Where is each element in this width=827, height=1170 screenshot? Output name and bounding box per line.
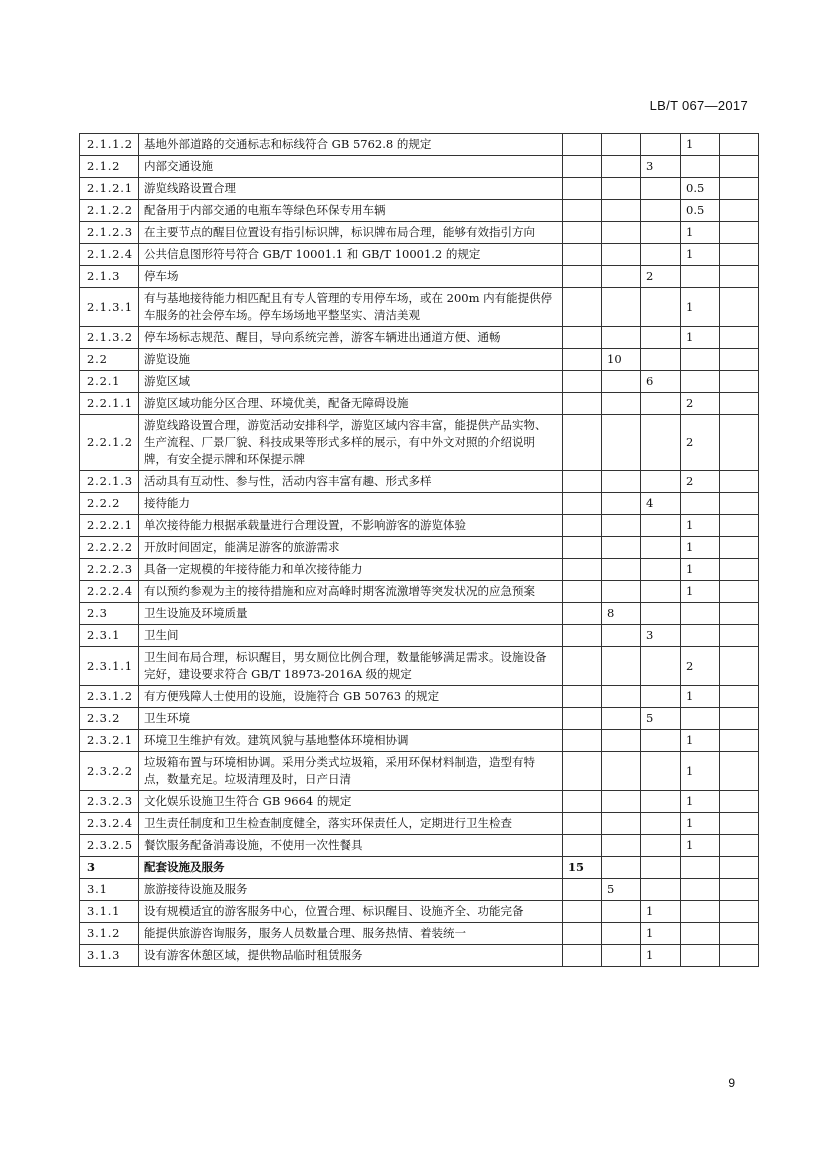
score-col-4-cell	[681, 945, 720, 967]
score-col-1-cell	[563, 537, 602, 559]
score-col-2-cell	[602, 222, 641, 244]
score-col-2-cell	[602, 752, 641, 791]
score-col-4-cell: 1	[681, 581, 720, 603]
score-col-5-cell	[720, 327, 759, 349]
score-col-1-cell	[563, 708, 602, 730]
score-col-2-cell	[602, 288, 641, 327]
score-col-4-cell: 2	[681, 393, 720, 415]
score-col-2-cell	[602, 835, 641, 857]
item-description-cell: 餐饮服务配备消毒设施，不使用一次性餐具	[139, 835, 563, 857]
score-col-3-cell	[641, 813, 681, 835]
score-col-2-cell	[602, 923, 641, 945]
item-code-cell: 2.3.2	[80, 708, 139, 730]
score-col-2-cell	[602, 200, 641, 222]
score-col-1-cell	[563, 327, 602, 349]
item-description-cell: 卫生间	[139, 625, 563, 647]
score-col-2-cell	[602, 901, 641, 923]
score-col-5-cell	[720, 200, 759, 222]
score-col-3-cell: 1	[641, 923, 681, 945]
item-description-cell: 停车场标志规范、醒目，导向系统完善，游客车辆进出通道方便、通畅	[139, 327, 563, 349]
scoring-table-body	[80, 134, 759, 967]
score-col-2-cell	[602, 537, 641, 559]
score-col-4-cell: 1	[681, 327, 720, 349]
item-code-cell: 2.1.2.4	[80, 244, 139, 266]
score-col-4-cell	[681, 923, 720, 945]
score-col-2-cell	[602, 156, 641, 178]
table-row	[80, 923, 759, 945]
score-col-4-cell	[681, 625, 720, 647]
score-col-3-cell	[641, 327, 681, 349]
score-col-2-cell	[602, 515, 641, 537]
score-col-3-cell: 1	[641, 945, 681, 967]
score-col-2-cell	[602, 730, 641, 752]
item-description-cell: 游览设施	[139, 349, 563, 371]
score-col-3-cell: 3	[641, 625, 681, 647]
score-col-5-cell	[720, 879, 759, 901]
score-col-2-cell	[602, 581, 641, 603]
item-description-cell: 游览线路设置合理，游览活动安排科学，游览区域内容丰富，能提供产品实物、生产流程、厂景厂貌、科技成果等形式多样的展示，有中外文对照的介绍说明牌，有安全提示牌和环保提示牌	[139, 415, 563, 471]
item-description-cell: 接待能力	[139, 493, 563, 515]
item-description-cell: 停车场	[139, 266, 563, 288]
item-description-cell: 具备一定规模的年接待能力和单次接待能力	[139, 559, 563, 581]
table-row	[80, 901, 759, 923]
item-code-cell: 2.1.2.2	[80, 200, 139, 222]
score-col-1-cell: 15	[563, 857, 602, 879]
score-col-4-cell: 2	[681, 415, 720, 471]
score-col-3-cell	[641, 244, 681, 266]
score-col-5-cell	[720, 901, 759, 923]
score-col-2-cell	[602, 708, 641, 730]
score-col-1-cell	[563, 945, 602, 967]
score-col-3-cell	[641, 879, 681, 901]
table-row	[80, 835, 759, 857]
score-col-4-cell: 1	[681, 244, 720, 266]
score-col-2-cell	[602, 266, 641, 288]
score-col-2-cell: 5	[602, 879, 641, 901]
item-code-cell: 2.3.1.2	[80, 686, 139, 708]
score-col-5-cell	[720, 730, 759, 752]
score-col-1-cell	[563, 371, 602, 393]
score-col-1-cell	[563, 134, 602, 156]
score-col-1-cell	[563, 178, 602, 200]
score-col-3-cell	[641, 581, 681, 603]
score-col-1-cell	[563, 200, 602, 222]
item-description-cell: 在主要节点的醒目位置设有指引标识牌，标识牌布局合理，能够有效指引方向	[139, 222, 563, 244]
score-col-3-cell	[641, 349, 681, 371]
score-col-3-cell	[641, 647, 681, 686]
item-description-cell: 卫生环境	[139, 708, 563, 730]
score-col-2-cell	[602, 647, 641, 686]
score-col-1-cell	[563, 901, 602, 923]
page-number: 9	[728, 1076, 735, 1090]
score-col-5-cell	[720, 178, 759, 200]
score-col-1-cell	[563, 156, 602, 178]
item-description-cell: 单次接待能力根据承载量进行合理设置，不影响游客的游览体验	[139, 515, 563, 537]
table-row	[80, 515, 759, 537]
table-row	[80, 288, 759, 327]
score-col-5-cell	[720, 415, 759, 471]
score-col-2-cell	[602, 686, 641, 708]
item-description-cell: 能提供旅游咨询服务，服务人员数量合理、服务热情、着装统一	[139, 923, 563, 945]
item-description-cell: 有方便残障人士使用的设施，设施符合 GB 50763 的规定	[139, 686, 563, 708]
score-col-5-cell	[720, 537, 759, 559]
score-col-1-cell	[563, 791, 602, 813]
score-col-4-cell	[681, 901, 720, 923]
score-col-4-cell: 2	[681, 471, 720, 493]
score-col-2-cell	[602, 857, 641, 879]
item-description-cell: 配套设施及服务	[139, 857, 563, 879]
score-col-3-cell	[641, 134, 681, 156]
item-description-cell: 卫生责任制度和卫生检查制度健全，落实环保责任人，定期进行卫生检查	[139, 813, 563, 835]
score-col-1-cell	[563, 923, 602, 945]
score-col-1-cell	[563, 266, 602, 288]
table-row	[80, 156, 759, 178]
score-col-2-cell	[602, 945, 641, 967]
score-col-3-cell: 2	[641, 266, 681, 288]
item-code-cell: 2.3.2.4	[80, 813, 139, 835]
table-row	[80, 327, 759, 349]
item-code-cell: 2.2.1.1	[80, 393, 139, 415]
score-col-3-cell	[641, 200, 681, 222]
table-row	[80, 200, 759, 222]
score-col-5-cell	[720, 923, 759, 945]
table-row	[80, 244, 759, 266]
score-col-3-cell	[641, 471, 681, 493]
score-col-2-cell	[602, 625, 641, 647]
table-row	[80, 537, 759, 559]
score-col-2-cell	[602, 559, 641, 581]
score-col-4-cell	[681, 879, 720, 901]
score-col-3-cell: 3	[641, 156, 681, 178]
score-col-1-cell	[563, 686, 602, 708]
item-description-cell: 设有规模适宜的游客服务中心，位置合理、标识醒目、设施齐全、功能完备	[139, 901, 563, 923]
score-col-4-cell: 0.5	[681, 200, 720, 222]
item-code-cell: 2.3.1	[80, 625, 139, 647]
item-description-cell: 旅游接待设施及服务	[139, 879, 563, 901]
table-row	[80, 178, 759, 200]
score-col-1-cell	[563, 879, 602, 901]
item-code-cell: 2.1.3	[80, 266, 139, 288]
score-col-5-cell	[720, 625, 759, 647]
score-col-4-cell: 1	[681, 791, 720, 813]
table-row	[80, 857, 759, 879]
item-description-cell: 游览区域功能分区合理、环境优美，配备无障碍设施	[139, 393, 563, 415]
score-col-3-cell	[641, 537, 681, 559]
score-col-2-cell: 8	[602, 603, 641, 625]
item-code-cell: 2.2.2.4	[80, 581, 139, 603]
score-col-1-cell	[563, 222, 602, 244]
table-row	[80, 471, 759, 493]
table-row	[80, 625, 759, 647]
score-col-4-cell: 1	[681, 134, 720, 156]
score-col-3-cell	[641, 857, 681, 879]
table-row	[80, 493, 759, 515]
score-col-4-cell: 0.5	[681, 178, 720, 200]
score-col-3-cell	[641, 752, 681, 791]
score-col-4-cell: 1	[681, 288, 720, 327]
score-col-4-cell	[681, 266, 720, 288]
score-col-5-cell	[720, 708, 759, 730]
item-code-cell: 2.2.1.3	[80, 471, 139, 493]
score-col-3-cell	[641, 559, 681, 581]
score-col-5-cell	[720, 244, 759, 266]
score-col-3-cell	[641, 178, 681, 200]
scoring-table	[79, 133, 759, 967]
score-col-5-cell	[720, 791, 759, 813]
item-description-cell: 内部交通设施	[139, 156, 563, 178]
table-row	[80, 879, 759, 901]
item-description-cell: 文化娱乐设施卫生符合 GB 9664 的规定	[139, 791, 563, 813]
item-code-cell: 2.3.2.5	[80, 835, 139, 857]
score-col-3-cell	[641, 603, 681, 625]
score-col-4-cell: 1	[681, 752, 720, 791]
item-description-cell: 有与基地接待能力相匹配且有专人管理的专用停车场，或在 200m 内有能提供停车服务的社会停车场。停车场场地平整坚实、清洁美观	[139, 288, 563, 327]
score-col-5-cell	[720, 493, 759, 515]
score-col-2-cell	[602, 393, 641, 415]
item-description-cell: 公共信息图形符号符合 GB/T 10001.1 和 GB/T 10001.2 的规定	[139, 244, 563, 266]
score-col-5-cell	[720, 515, 759, 537]
score-col-5-cell	[720, 471, 759, 493]
item-code-cell: 2.2.2.2	[80, 537, 139, 559]
score-col-4-cell	[681, 349, 720, 371]
item-code-cell: 2.2.1.2	[80, 415, 139, 471]
item-code-cell: 2.1.2.3	[80, 222, 139, 244]
table-row	[80, 222, 759, 244]
table-row	[80, 349, 759, 371]
score-col-5-cell	[720, 752, 759, 791]
score-col-5-cell	[720, 647, 759, 686]
score-col-1-cell	[563, 581, 602, 603]
score-col-2-cell	[602, 493, 641, 515]
score-col-5-cell	[720, 945, 759, 967]
table-row	[80, 393, 759, 415]
score-col-5-cell	[720, 393, 759, 415]
score-col-5-cell	[720, 559, 759, 581]
score-col-1-cell	[563, 625, 602, 647]
score-col-1-cell	[563, 835, 602, 857]
item-code-cell: 3.1.1	[80, 901, 139, 923]
score-col-5-cell	[720, 857, 759, 879]
score-col-1-cell	[563, 813, 602, 835]
score-col-3-cell	[641, 791, 681, 813]
item-description-cell: 有以预约参观为主的接待措施和应对高峰时期客流激增等突发状况的应急预案	[139, 581, 563, 603]
item-code-cell: 2.2.1	[80, 371, 139, 393]
table-row	[80, 686, 759, 708]
score-col-3-cell: 5	[641, 708, 681, 730]
score-col-1-cell	[563, 244, 602, 266]
score-col-4-cell	[681, 603, 720, 625]
score-col-4-cell: 1	[681, 537, 720, 559]
score-col-2-cell	[602, 813, 641, 835]
item-code-cell: 2.2.2	[80, 493, 139, 515]
score-col-4-cell	[681, 493, 720, 515]
score-col-2-cell	[602, 327, 641, 349]
score-col-1-cell	[563, 349, 602, 371]
table-row	[80, 603, 759, 625]
score-col-3-cell	[641, 288, 681, 327]
score-col-2-cell	[602, 178, 641, 200]
table-row	[80, 945, 759, 967]
item-description-cell: 卫生间布局合理，标识醒目，男女厕位比例合理，数量能够满足需求。设施设备完好，建设要求符合 GB/T 18973-2016A 级的规定	[139, 647, 563, 686]
table-row	[80, 647, 759, 686]
score-col-1-cell	[563, 393, 602, 415]
score-col-5-cell	[720, 349, 759, 371]
score-col-1-cell	[563, 752, 602, 791]
table-row	[80, 134, 759, 156]
score-col-4-cell	[681, 708, 720, 730]
score-col-3-cell	[641, 730, 681, 752]
score-col-1-cell	[563, 415, 602, 471]
score-col-3-cell: 4	[641, 493, 681, 515]
item-code-cell: 2.2.2.3	[80, 559, 139, 581]
table-row	[80, 581, 759, 603]
score-col-1-cell	[563, 647, 602, 686]
score-col-4-cell: 1	[681, 835, 720, 857]
score-col-4-cell: 1	[681, 813, 720, 835]
item-code-cell: 2.2.2.1	[80, 515, 139, 537]
score-col-1-cell	[563, 603, 602, 625]
score-col-3-cell: 1	[641, 901, 681, 923]
item-code-cell: 2.3.2.1	[80, 730, 139, 752]
score-col-4-cell: 1	[681, 559, 720, 581]
item-code-cell: 2.1.3.1	[80, 288, 139, 327]
item-code-cell: 2.3.2.3	[80, 791, 139, 813]
item-code-cell: 2.1.3.2	[80, 327, 139, 349]
item-description-cell: 设有游客休憩区域，提供物品临时租赁服务	[139, 945, 563, 967]
score-col-5-cell	[720, 603, 759, 625]
score-col-1-cell	[563, 559, 602, 581]
score-col-2-cell	[602, 791, 641, 813]
item-code-cell: 2.3.1.1	[80, 647, 139, 686]
score-col-1-cell	[563, 493, 602, 515]
score-col-4-cell	[681, 371, 720, 393]
item-description-cell: 游览区域	[139, 371, 563, 393]
item-code-cell: 2.1.2	[80, 156, 139, 178]
score-col-5-cell	[720, 288, 759, 327]
item-description-cell: 配备用于内部交通的电瓶车等绿色环保专用车辆	[139, 200, 563, 222]
score-col-3-cell: 6	[641, 371, 681, 393]
item-description-cell: 基地外部道路的交通标志和标线符合 GB 5762.8 的规定	[139, 134, 563, 156]
score-col-5-cell	[720, 134, 759, 156]
item-code-cell: 3.1	[80, 879, 139, 901]
item-description-cell: 卫生设施及环境质量	[139, 603, 563, 625]
score-col-4-cell	[681, 156, 720, 178]
score-col-5-cell	[720, 156, 759, 178]
item-code-cell: 2.3	[80, 603, 139, 625]
score-col-2-cell	[602, 371, 641, 393]
item-description-cell: 垃圾箱布置与环境相协调。采用分类式垃圾箱，采用环保材料制造，造型有特点，数量充足。垃圾清理及时，日产日清	[139, 752, 563, 791]
score-col-2-cell	[602, 415, 641, 471]
score-col-4-cell	[681, 857, 720, 879]
score-col-5-cell	[720, 835, 759, 857]
score-col-1-cell	[563, 515, 602, 537]
item-code-cell: 2.1.2.1	[80, 178, 139, 200]
table-row	[80, 266, 759, 288]
score-col-3-cell	[641, 686, 681, 708]
item-code-cell: 2.3.2.2	[80, 752, 139, 791]
item-code-cell: 3.1.3	[80, 945, 139, 967]
score-col-5-cell	[720, 813, 759, 835]
table-row	[80, 791, 759, 813]
score-col-4-cell: 2	[681, 647, 720, 686]
item-code-cell: 3	[80, 857, 139, 879]
score-col-2-cell: 10	[602, 349, 641, 371]
score-col-1-cell	[563, 730, 602, 752]
score-col-5-cell	[720, 266, 759, 288]
table-row	[80, 559, 759, 581]
score-col-5-cell	[720, 222, 759, 244]
item-code-cell: 2.2	[80, 349, 139, 371]
item-description-cell: 活动具有互动性、参与性，活动内容丰富有趣、形式多样	[139, 471, 563, 493]
item-description-cell: 游览线路设置合理	[139, 178, 563, 200]
table-row	[80, 708, 759, 730]
score-col-1-cell	[563, 288, 602, 327]
score-col-3-cell	[641, 222, 681, 244]
item-description-cell: 开放时间固定，能满足游客的旅游需求	[139, 537, 563, 559]
score-col-2-cell	[602, 134, 641, 156]
item-code-cell: 3.1.2	[80, 923, 139, 945]
table-row	[80, 752, 759, 791]
score-col-2-cell	[602, 471, 641, 493]
table-row	[80, 813, 759, 835]
table-row	[80, 415, 759, 471]
score-col-3-cell	[641, 835, 681, 857]
table-row	[80, 730, 759, 752]
score-col-5-cell	[720, 686, 759, 708]
score-col-4-cell: 1	[681, 515, 720, 537]
score-col-4-cell: 1	[681, 730, 720, 752]
score-col-5-cell	[720, 581, 759, 603]
table-row	[80, 371, 759, 393]
score-col-4-cell: 1	[681, 686, 720, 708]
score-col-1-cell	[563, 471, 602, 493]
score-col-3-cell	[641, 515, 681, 537]
score-col-2-cell	[602, 244, 641, 266]
score-col-3-cell	[641, 415, 681, 471]
score-col-5-cell	[720, 371, 759, 393]
score-col-3-cell	[641, 393, 681, 415]
item-code-cell: 2.1.1.2	[80, 134, 139, 156]
score-col-4-cell: 1	[681, 222, 720, 244]
standard-code: LB/T 067—2017	[649, 98, 748, 113]
item-description-cell: 环境卫生维护有效。建筑风貌与基地整体环境相协调	[139, 730, 563, 752]
